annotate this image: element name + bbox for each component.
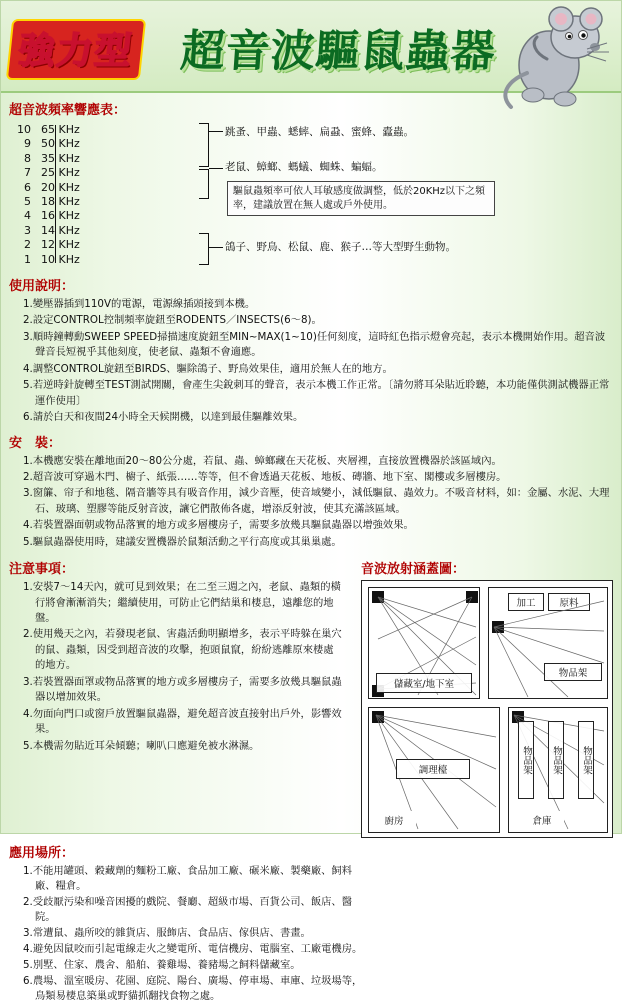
list-item: 3.順時鐘轉動SWEEP SPEED掃描速度旋鈕至MIN~MAX(1~10)任何刻度，這時紅色指示燈會亮起，表示本機開始作用。超音波聲音長短視乎其他刻度，使老鼠、蟲類不會適應。: [23, 330, 606, 359]
diagram-label-shelf-b: 物品架: [548, 721, 564, 799]
lead-line-3: [209, 247, 223, 248]
list-item: 4.若裝置器面朝或物品落實的地方或多層樓房子，需要多放幾具驅鼠蟲器以增強效果。: [23, 519, 414, 532]
table-row: [15, 238, 135, 252]
list-item: 4.調整CONTROL旋鈕至BIRDS、驅除鴿子、野鳥效果佳，適用於無人在的地方。: [23, 362, 393, 375]
table-row: [15, 166, 135, 180]
freq-level: 7: [24, 166, 31, 180]
caution-heading: 注意事項：: [9, 562, 75, 578]
list-item: 1.不能用罐頭、穀藏劑的麵粉工廠、食品加工廠、碾米廠、製藥廠、飼料廠、糧倉。: [23, 865, 353, 893]
install-heading: 安 裝：: [9, 435, 62, 451]
list-item: 5.若逆時針旋轉至TEST測試開關，會產生尖銳刺耳的聲音，表示本機工作正常。〔請勿將耳朵貼近聆聽，本功能僅供測試機器正常運作使用〕: [23, 379, 610, 407]
list-item: 2.設定CONTROL控制頻率旋鈕至RODENTS／INSECTS(6～8)。: [23, 314, 322, 327]
frequency-rows: [15, 123, 135, 267]
freq-value: 20 KHz: [41, 180, 80, 194]
freq-level: 10: [17, 123, 31, 136]
diagram-heading: 音波放射涵蓋圖：: [361, 562, 466, 578]
frequency-group-note-2: 老鼠、蟑螂、螞蟻、蜘蛛、蝙蝠。: [225, 161, 383, 173]
list-item: 1.安裝7～14天內，就可見到效果；在二至三週之內，老鼠、蟲類的橫行將會漸漸消失；繼續使用，可防止它們結巢和棲息，遠離您的地盤。: [23, 581, 341, 624]
table-row: [15, 195, 135, 209]
table-row: [15, 224, 135, 238]
table-row: [15, 209, 135, 223]
caution-column: [1, 552, 353, 838]
diagram-label-storage-basement: 儲藏室/地下室: [376, 673, 472, 693]
freq-value: 14 KHz: [41, 223, 80, 237]
table-row: [15, 253, 135, 267]
freq-value: 10 KHz: [41, 252, 80, 266]
freq-value: 50 KHz: [41, 137, 80, 151]
applications-list: [11, 864, 363, 1003]
caution-list: [11, 580, 343, 754]
usage-heading: 使用說明：: [9, 279, 75, 294]
caution-diagram-section: [1, 552, 621, 838]
table-row: [15, 137, 135, 151]
usage-list: [11, 297, 611, 426]
diagram-label-goods-shelf: 物品架: [544, 663, 602, 681]
frequency-group-note-1: 跳蚤、甲蟲、蟋蟀、扁蝨、蜜蜂、蠹蟲。: [225, 126, 414, 138]
applications-heading: 應用場所：: [9, 846, 75, 862]
mouse-illustration: [487, 3, 617, 113]
brace-group-1: [199, 123, 209, 167]
freq-level: 9: [24, 137, 31, 151]
frequency-note-box: 驅鼠蟲頻率可依人耳敏感度做調整，低於20KHz以下之頻率，建議放置在無人處或戶外使用。: [227, 181, 495, 216]
install-list: [11, 454, 611, 551]
brace-group-3: [199, 233, 209, 265]
freq-value: 12 KHz: [41, 238, 80, 252]
header-banner: [1, 1, 621, 93]
freq-level: 3: [24, 223, 31, 237]
freq-value: 16 KHz: [41, 209, 80, 223]
diagram-label-shelf-c: 物品架: [578, 721, 594, 799]
list-item: 2.超音波可穿過木門、櫥子、紙張……等等，但不會透過天花板、地板、磚牆、地下室、閣樓或多層樓房。: [23, 470, 507, 483]
list-item: 2.受歧厭污染和噪音困擾的戲院、餐廳、超級市場、百貨公司、飯店、醫院。: [23, 895, 353, 923]
list-item: 5.驅鼠蟲器使用時，建議安置機器於鼠類活動之平行高度或其巢巢處。: [23, 535, 342, 548]
table-row: [15, 123, 135, 137]
list-item: 3.常遭鼠、蟲所咬的雜貨店、服飾店、食品店、傢俱店、書畫。: [23, 926, 311, 939]
freq-level: 6: [24, 180, 31, 194]
table-row: [15, 152, 135, 166]
freq-value: 35 KHz: [41, 151, 80, 165]
brace-group-2: [199, 169, 209, 199]
freq-value: 25 KHz: [41, 166, 80, 180]
list-item: 6.請於白天和夜間24小時全天候開機，以達到最佳驅離效果。: [23, 411, 304, 424]
list-item: 5.本機需勿貼近耳朵傾聽；喇叭口應避免被水淋濕。: [23, 739, 260, 752]
list-item: 1.本機應安裝在離地面20～80公分處，若鼠、蟲、蟑螂藏在天花板、夾層裡，直接放置機器於該區域內。: [23, 454, 502, 467]
lead-line-2: [209, 168, 223, 169]
freq-value: 65 KHz: [41, 123, 80, 136]
diagram-label-kitchen: 廚房: [372, 811, 416, 829]
diagram-label-processing: 加工: [508, 593, 544, 611]
freq-level: 4: [24, 209, 31, 223]
diagram-rays-processing: [488, 587, 608, 699]
list-item: 1.變壓器插到110V的電源，電源線插頭接到本機。: [23, 298, 256, 310]
frequency-group-note-3: 鴿子、野鳥、松鼠、鹿、猴子…等大型野生動物。: [225, 241, 456, 253]
frequency-heading: 超音波頻率響應表：: [9, 103, 127, 118]
frequency-table: [9, 121, 621, 269]
page-badge-title: 強力型: [6, 19, 146, 80]
freq-level: 5: [24, 195, 31, 209]
freq-level: 8: [24, 151, 31, 165]
diagram-label-shelf-a: 物品架: [518, 721, 534, 799]
list-item: 5.別墅、住家、農舍、船舶、養雞場、養豬場之飼料儲藏室。: [23, 958, 301, 971]
diagram-column: [359, 552, 617, 838]
table-row: [15, 181, 135, 195]
diagram-label-kitchen-counter: 調理檯: [396, 759, 470, 779]
list-item: 6.農場、溫室暖房、花園、庭院、陽台、廣場、停車場、車庫、垃圾場等，鳥類易棲息築巢或野貓抓翻找食物之處。: [23, 974, 363, 1002]
freq-value: 18 KHz: [41, 195, 80, 209]
list-item: 2.使用幾天之內，若發現老鼠、害蟲活動明顯增多，表示平時躲在巢穴的鼠、蟲類，因受到超音波的攻擊，抱頭鼠竄，紛紛逃離原來棲處的地方。: [23, 628, 342, 672]
lead-line-1: [209, 131, 223, 132]
diagram-label-warehouse: 倉庫: [520, 811, 564, 829]
list-item: 3.窗簾、帘子和地毯、隔音牆等具有吸音作用，減少音壓，使音域變小，減低驅鼠、蟲效力。不吸音材料，如：金屬、水泥、大理石、玻璃、塑膠等能反射音波，讓它們散佈各處，增添反射波，使其充滿該區域。: [23, 487, 610, 515]
list-item: 3.若裝置器面罩或物品落實的地方或多層樓房子，需要多放幾具驅鼠蟲器以增加效果。: [23, 675, 342, 704]
list-item: 4.勿面向門口或窗戶放置驅鼠蟲器，避免超音波直接射出戶外，影響效果。: [23, 707, 342, 736]
coverage-diagram: [361, 580, 613, 838]
diagram-label-material: 原料: [548, 593, 590, 611]
page-title: 超音波驅鼠蟲器: [178, 26, 498, 77]
list-item: 4.避免因鼠咬而引起電線走火之變電所、電信機房、電腦室、工廠電機房。: [23, 942, 363, 955]
freq-level: 2: [24, 238, 31, 252]
freq-level: 1: [24, 252, 31, 266]
